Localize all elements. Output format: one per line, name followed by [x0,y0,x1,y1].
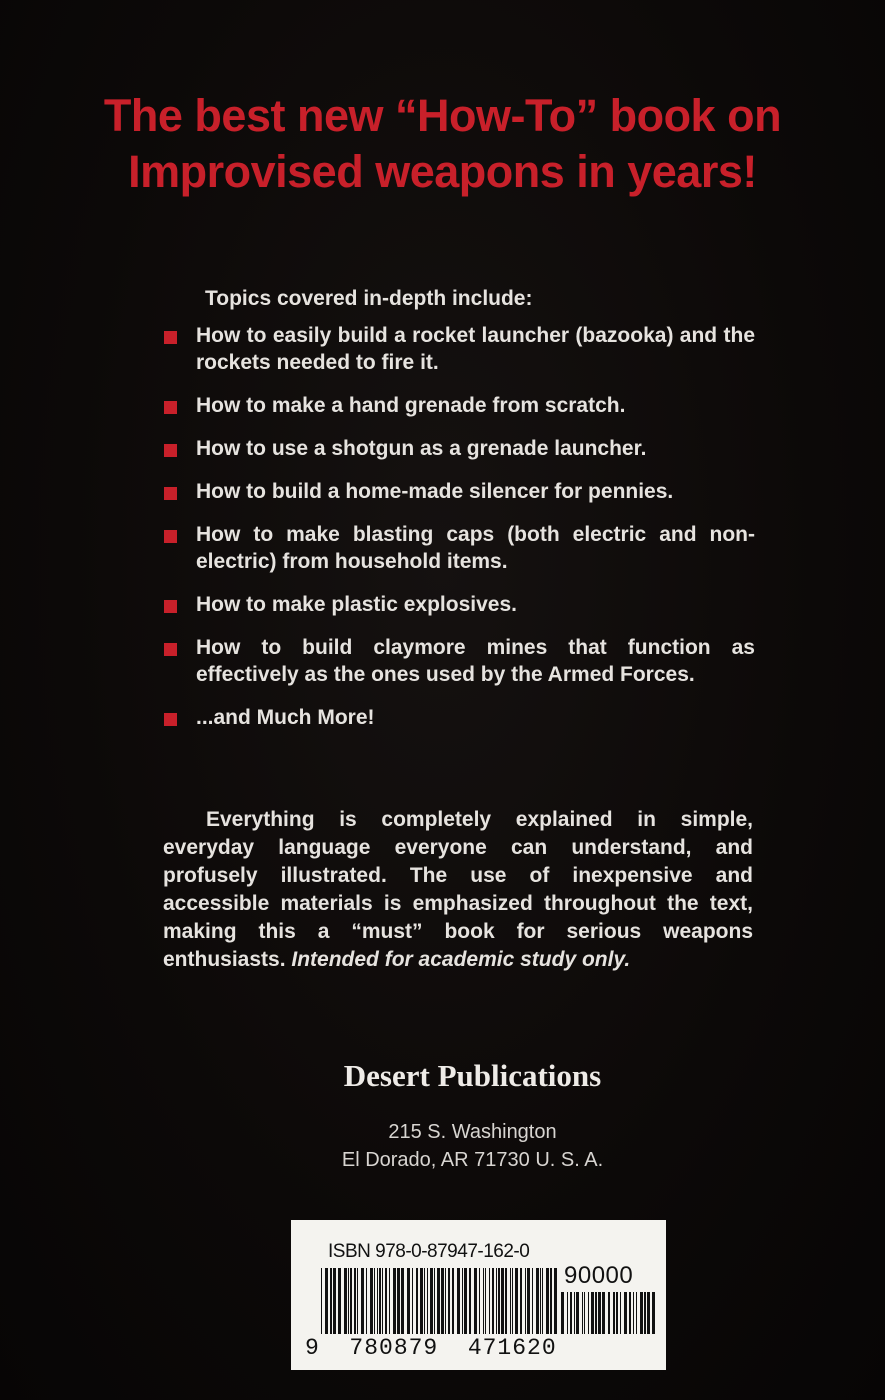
topic-item [160,591,755,618]
barcode-bar [570,1292,572,1334]
topic-item [160,322,755,376]
topic-item [160,478,755,505]
barcode-bar [366,1268,367,1334]
topic-item [160,521,755,575]
topic-text: How to build a home-made silencer for pennies. [196,480,674,503]
topic-item [160,392,755,419]
ean-digits: 9 780879 471620 [305,1335,557,1361]
ean-barcode-icon [321,1268,559,1334]
barcode-bar [445,1268,446,1334]
barcode-bar [613,1292,615,1334]
barcode-bar [389,1268,390,1334]
barcode-bar [464,1268,467,1334]
barcode-bar [536,1268,539,1334]
square-bullet-icon [164,643,177,656]
barcode-bar [636,1292,637,1334]
topic-text: How to use a shotgun as a grenade launcher. [196,437,647,460]
barcode-bar [624,1292,627,1334]
barcode-bar [620,1292,621,1334]
barcode-bar [652,1292,655,1334]
barcode-bar [567,1292,568,1334]
barcode-bar [385,1268,387,1334]
barcode-bar [546,1268,549,1334]
topic-text: How to make plastic explosives. [196,593,517,616]
barcode-bar [424,1268,425,1334]
barcode-bar [412,1268,413,1334]
square-bullet-icon [164,713,177,726]
barcode-bar [574,1292,575,1334]
square-bullet-icon [164,530,177,543]
barcode-bar [479,1268,480,1334]
publisher-name: Desert Publications [343,1058,602,1093]
topic-text: How to build claymore mines that function as effectively as the ones used by the Armed Forces. [196,636,755,686]
topic-item [160,704,755,731]
barcode-bar [325,1268,328,1334]
barcode-bar [420,1268,423,1334]
barcode-bar [361,1268,364,1334]
topic-text: How to make a hand grenade from scratch. [196,394,626,417]
barcode-bar [430,1268,433,1334]
barcode-bar [602,1292,605,1334]
topic-text: How to easily build a rocket launcher (bazooka) and the rockets needed to fire it. [196,324,755,374]
barcode-bar [582,1292,583,1334]
barcode-bar [540,1268,541,1334]
barcode-bar [374,1268,375,1334]
barcode-bar [448,1268,450,1334]
barcode-bar [510,1268,511,1334]
barcode-bar [505,1268,507,1334]
topic-text: ...and Much More! [196,706,375,729]
barcode-bar [452,1268,454,1334]
book-description [163,806,753,974]
barcode-bar [434,1268,435,1334]
barcode-bar [393,1268,396,1334]
barcode-bar [401,1268,404,1334]
barcode-bar [489,1268,490,1334]
barcode-bar [350,1268,352,1334]
barcode-bar [321,1268,322,1334]
barcode-bar [515,1268,518,1334]
barcode-bar [348,1268,349,1334]
square-bullet-icon [164,444,177,457]
barcode-bar [576,1292,579,1334]
barcode-bar [532,1268,533,1334]
headline-line-2: Improvised weapons in years! [128,146,757,197]
barcode-bar [457,1268,460,1334]
barcode-bar [644,1292,646,1334]
barcode-bar [397,1268,400,1334]
barcode-bar [483,1268,484,1334]
barcode-bar [584,1292,585,1334]
barcode-bar [647,1292,650,1334]
barcode-bar [608,1292,610,1334]
barcode-bar [598,1292,601,1334]
square-bullet-icon [164,331,177,344]
address-line-2: El Dorado, AR 71730 U. S. A. [341,1149,604,1171]
topic-item [160,634,755,688]
topic-item [160,435,755,462]
barcode-bar [496,1268,497,1334]
isbn-number: ISBN 978-0-87947-162-0 [328,1241,530,1262]
topic-text: How to make blasting caps (both electric and non-electric) from household items. [196,523,755,573]
square-bullet-icon [164,487,177,500]
headline-line-1: The best new “How-To” book on [103,90,782,141]
barcode-bar [588,1292,589,1334]
isbn-barcode-box [291,1220,666,1370]
topics-intro: Topics covered in-depth include: [205,287,533,310]
barcode-bar [357,1268,358,1334]
barcode-bar [561,1292,564,1334]
academic-disclaimer: Intended for academic study only. [291,948,631,971]
address-line-1: 215 S. Washington [388,1121,557,1143]
headline [0,88,885,200]
barcode-bar [333,1268,336,1334]
barcode-bar [591,1292,594,1334]
description-text: Everything is completely explained in simple, everyday language everyone can understand, and profusely illustrated. The use of inexpensive and accessible materials is emphasized throughout the text, making this a “must” book for serious weapons enthusiasts. [163,808,753,971]
barcode-bar [416,1268,418,1334]
barcode-bar [520,1268,522,1334]
barcode-bar [501,1268,504,1334]
price-code: 90000 [564,1262,634,1289]
barcode-bar [485,1268,486,1334]
barcode-bar [492,1268,494,1334]
barcode-bar [512,1268,513,1334]
barcode-bar [629,1292,631,1334]
barcode-bar [441,1268,444,1334]
barcode-bar [437,1268,440,1334]
barcode-bar [330,1268,332,1334]
barcode-bar [474,1268,477,1334]
barcode-bar [640,1292,643,1334]
barcode-bar [379,1268,381,1334]
barcode-bar [527,1268,530,1334]
barcode-bar [407,1268,410,1334]
barcode-bar [427,1268,428,1334]
barcode-bar [554,1268,557,1334]
barcode-bar [595,1292,597,1334]
barcode-bar [462,1268,463,1334]
barcode-bar [344,1268,347,1334]
barcode-bar [354,1268,356,1334]
barcode-bar [550,1268,552,1334]
barcode-bar [498,1268,500,1334]
barcode-bar [633,1292,634,1334]
square-bullet-icon [164,401,177,414]
square-bullet-icon [164,600,177,613]
barcode-bar [525,1268,526,1334]
publisher-address [0,1118,885,1174]
addon-barcode-icon [561,1292,659,1334]
barcode-bar [382,1268,383,1334]
barcode-bar [370,1268,373,1334]
barcode-bar [469,1268,471,1334]
barcode-bar [338,1268,341,1334]
barcode-bar [616,1292,618,1334]
barcode-bar [542,1268,543,1334]
topics-list [160,322,755,747]
barcode-bar [377,1268,378,1334]
